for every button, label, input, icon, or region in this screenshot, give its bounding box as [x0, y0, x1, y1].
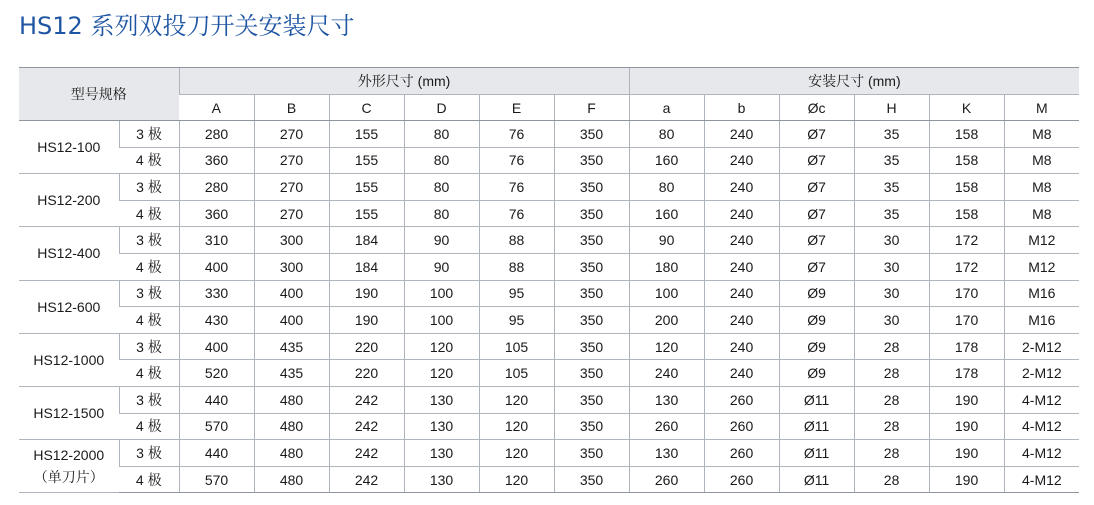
value-cell: M8 [1004, 147, 1079, 174]
model-name-cell [19, 280, 119, 333]
column-header: a [629, 95, 704, 121]
table-row [19, 333, 1079, 360]
value-cell: 4-M12 [1004, 466, 1079, 493]
value-cell: Ø11 [779, 386, 854, 413]
value-cell: 350 [554, 466, 629, 493]
value-cell: 184 [329, 253, 404, 280]
value-cell: 35 [854, 174, 929, 201]
value-cell: 172 [929, 253, 1004, 280]
table-row [19, 227, 1079, 254]
table-row [19, 280, 1079, 307]
value-cell: 100 [629, 280, 704, 307]
value-cell: 80 [404, 174, 479, 201]
value-cell: 350 [554, 360, 629, 387]
value-cell: 155 [329, 200, 404, 227]
value-cell: 270 [254, 174, 329, 201]
column-header: E [479, 95, 554, 121]
value-cell: 270 [254, 147, 329, 174]
model-note: （单刀片） [33, 469, 104, 486]
value-cell: 260 [629, 413, 704, 440]
value-cell: 120 [479, 413, 554, 440]
column-header: K [929, 95, 1004, 121]
column-header: C [329, 95, 404, 121]
value-cell: 4-M12 [1004, 440, 1079, 467]
value-cell: 95 [479, 307, 554, 334]
value-cell: 120 [479, 440, 554, 467]
value-cell: 160 [629, 147, 704, 174]
value-cell: 155 [329, 174, 404, 201]
value-cell: 155 [329, 121, 404, 148]
value-cell: Ø7 [779, 200, 854, 227]
value-cell: Ø7 [779, 227, 854, 254]
column-header: B [254, 95, 329, 121]
value-cell: 400 [179, 333, 254, 360]
value-cell: Ø7 [779, 121, 854, 148]
value-cell: 130 [404, 386, 479, 413]
value-cell: 88 [479, 253, 554, 280]
value-cell: 130 [629, 440, 704, 467]
model-name-cell [19, 333, 119, 386]
table-row [19, 200, 1079, 227]
model-name-cell [19, 440, 119, 493]
value-cell: 310 [179, 227, 254, 254]
model-name-cell [19, 121, 119, 174]
value-cell: 28 [854, 466, 929, 493]
value-cell: 158 [929, 147, 1004, 174]
value-cell: 240 [704, 280, 779, 307]
value-cell: 80 [404, 200, 479, 227]
value-cell: 350 [554, 253, 629, 280]
value-cell: 30 [854, 280, 929, 307]
value-cell: 240 [704, 174, 779, 201]
value-cell: 440 [179, 440, 254, 467]
value-cell: 158 [929, 121, 1004, 148]
value-cell: 220 [329, 360, 404, 387]
value-cell: M16 [1004, 307, 1079, 334]
value-cell: 350 [554, 440, 629, 467]
value-cell: 270 [254, 121, 329, 148]
value-cell: 120 [479, 386, 554, 413]
value-cell: 280 [179, 121, 254, 148]
value-cell: 2-M12 [1004, 333, 1079, 360]
value-cell: 180 [629, 253, 704, 280]
value-cell: 28 [854, 440, 929, 467]
value-cell: M16 [1004, 280, 1079, 307]
value-cell: Ø7 [779, 174, 854, 201]
value-cell: 240 [704, 253, 779, 280]
value-cell: 120 [629, 333, 704, 360]
value-cell: 220 [329, 333, 404, 360]
value-cell: 155 [329, 147, 404, 174]
table-row [19, 174, 1079, 201]
value-cell: 190 [929, 386, 1004, 413]
table-row [19, 253, 1079, 280]
pole-cell: 4 极 [119, 200, 179, 227]
value-cell: 240 [629, 360, 704, 387]
value-cell: 300 [254, 227, 329, 254]
value-cell: 350 [554, 227, 629, 254]
value-cell: 105 [479, 360, 554, 387]
value-cell: 270 [254, 200, 329, 227]
value-cell: 480 [254, 466, 329, 493]
value-cell: 440 [179, 386, 254, 413]
value-cell: 350 [554, 200, 629, 227]
value-cell: 350 [554, 386, 629, 413]
model-name: HS12-200 [37, 192, 101, 209]
value-cell: 300 [254, 253, 329, 280]
value-cell: 100 [404, 280, 479, 307]
value-cell: M8 [1004, 174, 1079, 201]
value-cell: 35 [854, 147, 929, 174]
value-cell: 2-M12 [1004, 360, 1079, 387]
table-row [19, 466, 1079, 493]
value-cell: 240 [704, 360, 779, 387]
pole-cell: 4 极 [119, 466, 179, 493]
value-cell: 130 [629, 386, 704, 413]
pole-cell: 4 极 [119, 147, 179, 174]
pole-cell: 4 极 [119, 360, 179, 387]
value-cell: 76 [479, 174, 554, 201]
value-cell: 130 [404, 440, 479, 467]
table-row [19, 307, 1079, 334]
pole-cell: 3 极 [119, 174, 179, 201]
value-cell: 400 [254, 280, 329, 307]
pole-cell: 4 极 [119, 413, 179, 440]
value-cell: 480 [254, 386, 329, 413]
column-header: Øc [779, 95, 854, 121]
value-cell: Ø11 [779, 413, 854, 440]
pole-cell: 3 极 [119, 386, 179, 413]
value-cell: 350 [554, 333, 629, 360]
value-cell: Ø9 [779, 307, 854, 334]
table-body [19, 121, 1079, 493]
value-cell: Ø9 [779, 333, 854, 360]
value-cell: 350 [554, 280, 629, 307]
value-cell: M12 [1004, 227, 1079, 254]
value-cell: 240 [704, 200, 779, 227]
column-header: D [404, 95, 479, 121]
value-cell: 90 [404, 227, 479, 254]
value-cell: 360 [179, 147, 254, 174]
value-cell: 30 [854, 253, 929, 280]
value-cell: 76 [479, 200, 554, 227]
value-cell: 170 [929, 307, 1004, 334]
value-cell: Ø9 [779, 360, 854, 387]
table-header [19, 68, 1079, 121]
model-name: HS12-400 [37, 245, 101, 262]
value-cell: 184 [329, 227, 404, 254]
value-cell: 158 [929, 200, 1004, 227]
model-name: HS12-2000 [33, 447, 105, 464]
value-cell: 350 [554, 307, 629, 334]
pole-cell: 3 极 [119, 121, 179, 148]
value-cell: 80 [629, 174, 704, 201]
value-cell: 480 [254, 413, 329, 440]
model-name-cell [19, 174, 119, 227]
value-cell: 435 [254, 360, 329, 387]
value-cell: 172 [929, 227, 1004, 254]
value-cell: 240 [704, 227, 779, 254]
value-cell: 242 [329, 466, 404, 493]
model-spec-header: 型号规格 [19, 68, 179, 121]
value-cell: 242 [329, 413, 404, 440]
value-cell: 330 [179, 280, 254, 307]
table-row [19, 147, 1079, 174]
value-cell: Ø7 [779, 147, 854, 174]
table-row [19, 121, 1079, 148]
value-cell: 240 [704, 147, 779, 174]
pole-cell: 3 极 [119, 440, 179, 467]
value-cell: 350 [554, 121, 629, 148]
value-cell: 400 [179, 253, 254, 280]
value-cell: 260 [704, 386, 779, 413]
value-cell: 178 [929, 333, 1004, 360]
install-dimensions-header: 安装尺寸 (mm) [629, 68, 1079, 95]
model-name: HS12-1000 [33, 351, 105, 368]
column-header: F [554, 95, 629, 121]
table-row [19, 386, 1079, 413]
value-cell: 4-M12 [1004, 386, 1079, 413]
value-cell: 242 [329, 440, 404, 467]
pole-cell: 3 极 [119, 333, 179, 360]
value-cell: 158 [929, 174, 1004, 201]
value-cell: 35 [854, 200, 929, 227]
value-cell: 80 [629, 121, 704, 148]
value-cell: 190 [929, 466, 1004, 493]
value-cell: 350 [554, 174, 629, 201]
value-cell: 95 [479, 280, 554, 307]
column-header: A [179, 95, 254, 121]
value-cell: 400 [254, 307, 329, 334]
value-cell: 360 [179, 200, 254, 227]
value-cell: 120 [404, 333, 479, 360]
value-cell: 190 [929, 413, 1004, 440]
value-cell: 350 [554, 413, 629, 440]
value-cell: M8 [1004, 200, 1079, 227]
value-cell: 28 [854, 360, 929, 387]
page-title: HS12 系列双投刀开关安装尺寸 [19, 12, 355, 40]
value-cell: Ø9 [779, 280, 854, 307]
value-cell: 88 [479, 227, 554, 254]
value-cell: 120 [479, 466, 554, 493]
value-cell: 120 [404, 360, 479, 387]
column-header: H [854, 95, 929, 121]
value-cell: 80 [404, 147, 479, 174]
value-cell: 260 [704, 466, 779, 493]
value-cell: 130 [404, 466, 479, 493]
value-cell: 260 [629, 466, 704, 493]
value-cell: 260 [704, 413, 779, 440]
table-row [19, 413, 1079, 440]
value-cell: 260 [704, 440, 779, 467]
pole-cell: 4 极 [119, 307, 179, 334]
value-cell: M12 [1004, 253, 1079, 280]
value-cell: 190 [329, 307, 404, 334]
value-cell: Ø11 [779, 440, 854, 467]
value-cell: 28 [854, 413, 929, 440]
value-cell: 240 [704, 307, 779, 334]
value-cell: Ø7 [779, 253, 854, 280]
value-cell: 28 [854, 333, 929, 360]
value-cell: 190 [329, 280, 404, 307]
value-cell: 90 [629, 227, 704, 254]
value-cell: 105 [479, 333, 554, 360]
value-cell: 200 [629, 307, 704, 334]
column-header: b [704, 95, 779, 121]
value-cell: 170 [929, 280, 1004, 307]
value-cell: 100 [404, 307, 479, 334]
value-cell: 178 [929, 360, 1004, 387]
value-cell: 160 [629, 200, 704, 227]
value-cell: 76 [479, 147, 554, 174]
table-row [19, 440, 1079, 467]
value-cell: 350 [554, 147, 629, 174]
model-name-cell [19, 227, 119, 280]
value-cell: 30 [854, 227, 929, 254]
model-name: HS12-600 [37, 298, 101, 315]
model-name: HS12-100 [37, 139, 101, 156]
value-cell: 80 [404, 121, 479, 148]
value-cell: 520 [179, 360, 254, 387]
pole-cell: 4 极 [119, 253, 179, 280]
value-cell: 4-M12 [1004, 413, 1079, 440]
value-cell: 190 [929, 440, 1004, 467]
pole-cell: 3 极 [119, 280, 179, 307]
value-cell: 570 [179, 466, 254, 493]
model-name: HS12-1500 [33, 405, 105, 422]
model-name-cell [19, 386, 119, 439]
value-cell: 240 [704, 121, 779, 148]
value-cell: 430 [179, 307, 254, 334]
value-cell: 76 [479, 121, 554, 148]
value-cell: 28 [854, 386, 929, 413]
value-cell: 35 [854, 121, 929, 148]
value-cell: 130 [404, 413, 479, 440]
value-cell: 242 [329, 386, 404, 413]
column-header: M [1004, 95, 1079, 121]
pole-cell: 3 极 [119, 227, 179, 254]
value-cell: 240 [704, 333, 779, 360]
value-cell: 280 [179, 174, 254, 201]
table-row [19, 360, 1079, 387]
value-cell: 570 [179, 413, 254, 440]
value-cell: 435 [254, 333, 329, 360]
outer-dimensions-header: 外形尺寸 (mm) [179, 68, 629, 95]
dimensions-table [19, 67, 1079, 493]
value-cell: 30 [854, 307, 929, 334]
value-cell: Ø11 [779, 466, 854, 493]
value-cell: 480 [254, 440, 329, 467]
value-cell: 90 [404, 253, 479, 280]
value-cell: M8 [1004, 121, 1079, 148]
